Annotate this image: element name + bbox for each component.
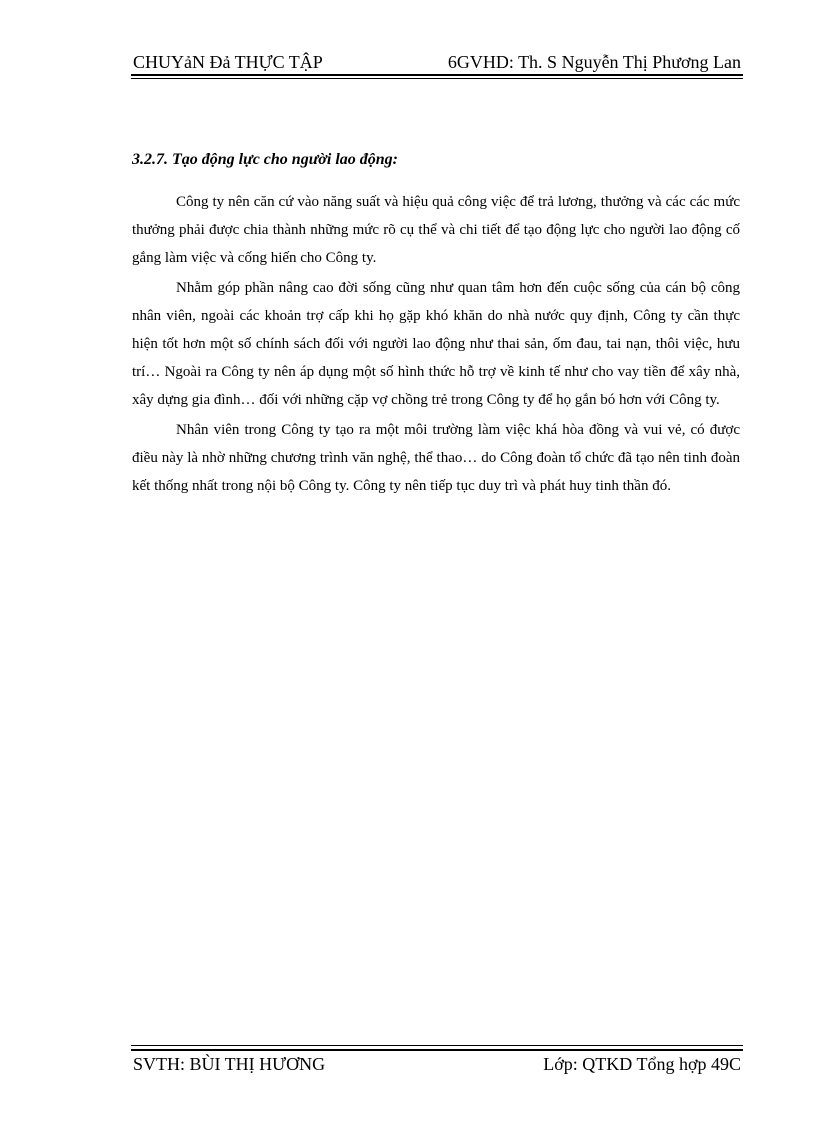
header-supervisor: 6GVHD: Th. S Nguyễn Thị Phương Lan [447,52,741,72]
paragraph-1: Công ty nên căn cứ vào năng suất và hiệu quả công việc để trả lương, thưởng và các các mức thưởng phải được chia thành những mức rõ cụ thể và chi tiết để tạo động lực cho người lao động cố gắng làm việc và cống hiến cho Công ty. [132,194,740,266]
footer-class: Lớp: QTKD Tổng hợp 49C [543,1054,741,1074]
paragraph-3: Nhân viên trong Công ty tạo ra một môi trường làm việc khá hòa đồng và vui vẻ, có được điều này là nhờ những chương trình văn nghệ, thể thao… do Công đoàn tổ chức đã tạo nên tinh đoàn kết thống nhất trong nội bộ Công ty. Công ty nên tiếp tục duy trì và phát huy tinh thần đó. [132,422,740,494]
section-title: 3.2.7. Tạo động lực cho người lao động: [132,151,398,168]
header-title: CHUYảN Đả THỰC TẬP [133,52,323,72]
page-footer [131,1045,743,1075]
main-content [132,148,740,502]
paragraph-2: Nhằm góp phần nâng cao đời sống cũng như quan tâm hơn đến cuộc sống của cán bộ công nhân viên, ngoài các khoản trợ cấp khi họ gặp khó khăn do nhà nước quy định, Công ty cần thực hiện tốt hơn một số chính sách đối với người lao động như thai sản, ốm đau, tai nạn, thôi việc, hưu trí… Ngoài ra Công ty nên áp dụng một số hình thức hỗ trợ về kinh tế như cho vay tiền để xây nhà, xây dựng gia đình… đối với những cặp vợ chồng trẻ trong Công ty để họ gắn bó hơn với Công ty. [132,280,740,408]
page-header [131,50,743,76]
footer-student: SVTH: BÙI THỊ HƯƠNG [133,1054,326,1074]
